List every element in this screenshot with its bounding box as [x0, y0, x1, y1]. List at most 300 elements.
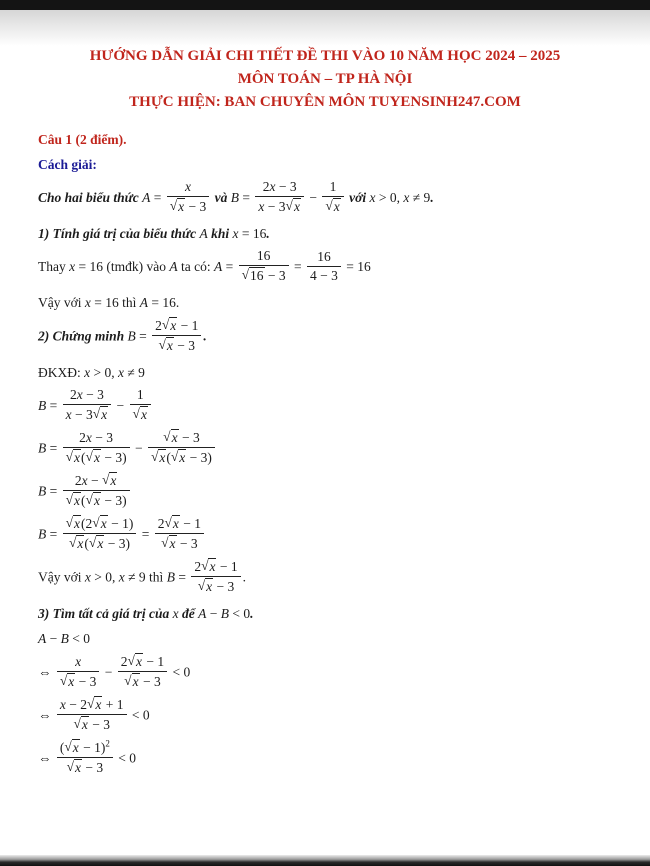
method-label: Cách giải:	[38, 157, 97, 172]
math-variable: x	[209, 559, 216, 574]
square-root	[242, 267, 265, 284]
substitute-line	[38, 250, 622, 286]
math-text: Thay	[38, 259, 70, 275]
math-text: − 3	[176, 536, 198, 551]
math-text: =	[290, 259, 306, 275]
radicand	[166, 337, 174, 354]
bold-italic-text: .	[266, 226, 270, 241]
math-text: 2	[194, 559, 202, 574]
conclusion1-line	[38, 294, 622, 311]
fraction	[118, 653, 167, 690]
math-variable: x	[172, 606, 179, 621]
square-root	[163, 429, 178, 446]
denominator	[307, 267, 341, 284]
square-root	[69, 535, 84, 552]
radical-sign-icon: √	[65, 448, 74, 464]
math-variable: x	[74, 493, 81, 508]
part1-heading	[38, 225, 622, 242]
math-text: − 3)	[100, 493, 127, 508]
math-text: − 3)	[104, 536, 130, 551]
math-variable: x	[84, 365, 91, 380]
bold-italic-text: 3) Tìm tất cả giá trị của	[38, 606, 173, 621]
math-variable: x	[65, 407, 72, 422]
math-variable: x	[185, 179, 192, 194]
radical-sign-icon: √	[285, 198, 293, 213]
math-text: < 0	[114, 750, 137, 766]
numerator	[63, 430, 130, 448]
math-variable: x	[118, 365, 124, 380]
math-text: −	[305, 190, 321, 206]
square-root	[102, 472, 117, 489]
math-variable: x	[81, 717, 88, 732]
square-root	[133, 406, 148, 423]
radical-sign-icon: √	[170, 449, 179, 464]
numerator	[57, 696, 127, 715]
math-variable: B	[230, 190, 240, 206]
math-text: −	[101, 664, 116, 680]
numerator	[57, 654, 100, 672]
math-text: − 3	[213, 579, 235, 594]
denominator	[57, 758, 113, 776]
math-variable: x	[95, 697, 102, 712]
math-variable: x	[110, 473, 117, 488]
math-text: 2	[69, 387, 77, 402]
math-text: −	[87, 473, 102, 488]
bottom-black-bar	[0, 855, 650, 866]
b-step2-line	[38, 431, 622, 468]
math-variable: x	[132, 674, 139, 689]
math-variable: B	[38, 440, 47, 456]
math-variable: B	[60, 631, 69, 646]
math-text: =	[46, 526, 61, 542]
denominator	[167, 197, 210, 215]
radical-sign-icon: √	[87, 696, 95, 711]
math-variable: A	[199, 226, 208, 241]
square-root	[325, 198, 340, 215]
fraction	[57, 739, 113, 776]
radical-sign-icon: √	[201, 558, 209, 573]
radicand	[96, 535, 104, 552]
fraction	[307, 249, 341, 284]
math-text: > 0,	[375, 190, 404, 206]
math-variable: x	[93, 449, 100, 465]
math-variable: x	[81, 473, 88, 488]
math-variable: B	[38, 526, 47, 542]
radicand	[74, 759, 82, 776]
math-variable: x	[269, 179, 276, 194]
numerator	[63, 515, 137, 534]
math-variable: x	[84, 295, 91, 310]
radical-sign-icon: √	[92, 406, 101, 421]
radical-sign-icon: √	[65, 492, 74, 507]
numerator	[57, 739, 113, 758]
statement-line	[38, 181, 622, 217]
math-variable: x	[179, 450, 186, 465]
radicand	[293, 198, 301, 215]
math-text: < 0	[169, 664, 191, 680]
math-text: − 1)	[79, 740, 106, 755]
denominator	[255, 197, 304, 215]
math-text: ≠ 9 thì	[124, 569, 167, 585]
radical-sign-icon: √	[163, 429, 171, 444]
math-text: − 1	[142, 654, 165, 669]
square-root	[128, 653, 143, 670]
math-variable: x	[77, 536, 84, 551]
header-title-line1: HƯỚNG DẪN GIẢI CHI TIẾT ĐỀ THI VÀO 10 NĂM HỌC 2024 – 2025	[89, 48, 561, 64]
square-root	[162, 317, 177, 334]
bold-italic-text: 2) Chứng minh	[38, 328, 128, 344]
fraction	[167, 179, 210, 215]
math-variable: A	[142, 190, 151, 206]
math-text: =	[222, 259, 237, 275]
math-text: − 3	[91, 429, 114, 445]
math-variable: x	[68, 673, 75, 689]
square-root	[170, 198, 185, 215]
math-text: =	[174, 569, 190, 585]
radical-sign-icon: √	[161, 535, 169, 550]
math-text: 16	[256, 248, 271, 263]
square-root	[64, 739, 79, 756]
radical-sign-icon: √	[85, 448, 93, 464]
fraction	[57, 654, 100, 690]
fraction	[130, 387, 151, 423]
math-text: ĐKXĐ:	[38, 365, 85, 380]
math-text: − 3	[71, 407, 93, 422]
math-text: > 0,	[90, 569, 119, 585]
radicand	[109, 472, 117, 489]
math-text: Vậy với	[38, 569, 85, 585]
radical-sign-icon: √	[88, 535, 97, 550]
conclusion2-line	[38, 560, 622, 597]
bold-italic-text: khi	[207, 226, 233, 241]
square-root	[86, 492, 101, 509]
math-variable: x	[369, 190, 376, 206]
bold-italic-text: để	[178, 606, 199, 621]
radicand	[169, 317, 177, 334]
square-root	[201, 558, 216, 575]
math-text: − 1	[177, 318, 199, 333]
equiv1-line	[38, 655, 622, 692]
math-variable: x	[85, 429, 92, 445]
radicand	[171, 429, 179, 446]
denominator	[63, 491, 130, 509]
math-text: − 3)	[186, 450, 212, 465]
math-variable: x	[166, 338, 173, 353]
math-text: =	[46, 398, 61, 414]
math-variable: x	[258, 199, 265, 214]
math-text: (2	[81, 516, 93, 531]
radicand	[135, 653, 143, 670]
numerator	[152, 317, 201, 336]
numerator	[118, 653, 167, 672]
math-text: = 16 (tmđk) vào	[75, 259, 170, 275]
math-text: − 3	[275, 179, 297, 194]
bold-italic-text: 1) Tính giá trị của biểu thức	[38, 226, 200, 241]
math-variable: A	[213, 259, 223, 275]
radical-sign-icon: √	[164, 515, 172, 530]
denominator	[148, 448, 215, 466]
square-root	[86, 449, 101, 466]
math-text: = 16 thì	[90, 295, 140, 310]
square-root	[198, 578, 213, 595]
math-variable: x	[76, 387, 83, 402]
square-root	[89, 535, 104, 552]
math-variable: x	[140, 407, 147, 422]
numerator	[255, 179, 304, 197]
radical-sign-icon: √	[92, 515, 100, 530]
bold-italic-text: với	[345, 190, 370, 206]
square-root	[60, 673, 75, 690]
math-text: −	[113, 398, 128, 414]
question-label: Câu 1 (2 điểm).	[38, 132, 127, 147]
square-root	[124, 673, 139, 690]
math-text: − 3	[82, 760, 104, 775]
bold-italic-text: .	[203, 328, 207, 344]
radical-sign-icon: √	[150, 449, 159, 464]
math-variable: x	[171, 430, 178, 445]
math-text: − 1)	[107, 516, 134, 531]
math-text: (	[59, 740, 65, 755]
math-text: 1	[136, 387, 144, 402]
math-text: ⇔	[38, 750, 55, 766]
math-text: − 3	[75, 673, 97, 689]
fraction	[63, 387, 112, 423]
radicand	[94, 696, 102, 713]
radicand	[249, 267, 265, 284]
fraction	[63, 515, 137, 552]
math-text: (	[81, 493, 86, 508]
square-root	[159, 337, 174, 354]
math-variable: B	[38, 398, 47, 414]
math-text: 2	[120, 654, 128, 669]
part3-heading	[38, 605, 622, 622]
radical-sign-icon: √	[73, 716, 81, 731]
math-variable: x	[333, 199, 340, 214]
fraction	[322, 179, 343, 215]
b-step3-line	[38, 474, 622, 511]
math-text: − 1	[216, 559, 238, 574]
math-text: − 3	[178, 430, 200, 445]
denominator	[57, 672, 100, 690]
denominator	[118, 672, 167, 690]
radicand	[172, 515, 180, 532]
math-variable: A	[198, 606, 207, 621]
radical-sign-icon: √	[127, 653, 135, 668]
math-text: 1	[329, 179, 337, 194]
radical-sign-icon: √	[64, 739, 72, 754]
fraction	[152, 317, 201, 354]
radicand	[76, 535, 84, 552]
numerator	[239, 248, 289, 266]
radicand	[208, 558, 216, 575]
math-text: ≠ 9	[409, 190, 431, 206]
math-text: (	[84, 536, 89, 551]
math-variable: x	[69, 259, 76, 275]
denominator	[152, 336, 201, 354]
fraction	[255, 179, 304, 215]
square-root	[161, 535, 176, 552]
math-variable: x	[206, 579, 213, 594]
math-text: =	[135, 328, 151, 344]
math-text: =	[46, 483, 61, 499]
fraction	[148, 429, 215, 466]
math-text: < 0	[128, 707, 150, 723]
math-variable: B	[220, 606, 229, 621]
math-text: Vậy với	[38, 295, 85, 310]
radicand	[333, 198, 341, 215]
radical-sign-icon: √	[65, 515, 74, 530]
denominator	[130, 405, 151, 423]
document-header	[0, 20, 650, 111]
math-text: (	[166, 450, 171, 465]
math-variable: x	[75, 760, 82, 775]
math-variable: x	[170, 318, 177, 333]
math-text: − 3	[82, 387, 104, 402]
square-root	[286, 198, 301, 215]
square-root	[66, 515, 81, 532]
header-title-line2: MÔN TOÁN – TP HÀ NỘI	[237, 71, 413, 87]
math-text: ⇔	[38, 664, 55, 680]
math-variable: A	[139, 295, 149, 310]
fraction	[63, 472, 130, 509]
math-text: 16	[317, 248, 331, 264]
numerator	[130, 387, 151, 405]
radicand	[140, 406, 148, 423]
math-text: −	[206, 606, 221, 621]
square-root	[93, 406, 108, 423]
square-root	[164, 515, 179, 532]
denominator	[63, 534, 137, 552]
math-text: =	[138, 526, 153, 542]
solution-body	[0, 117, 650, 778]
numerator	[307, 249, 341, 267]
numerator	[322, 179, 343, 197]
math-text: > 0,	[90, 365, 118, 380]
math-variable: x	[74, 449, 81, 465]
math-text: − 3	[88, 717, 110, 732]
math-text: (	[81, 449, 86, 465]
denominator	[239, 266, 289, 284]
radicand	[132, 673, 140, 690]
math-variable: x	[75, 653, 82, 669]
radical-sign-icon: √	[241, 267, 250, 282]
radicand	[100, 515, 108, 532]
denominator	[155, 534, 204, 552]
denominator	[322, 197, 343, 215]
fraction	[155, 515, 204, 552]
math-variable: x	[101, 407, 108, 422]
square-root	[87, 696, 102, 713]
solution-content	[38, 181, 622, 778]
radical-sign-icon: √	[197, 578, 206, 593]
equiv3-line	[38, 738, 622, 778]
math-variable: x	[74, 516, 81, 531]
math-variable: x	[169, 536, 176, 551]
fraction	[63, 430, 130, 466]
radical-sign-icon: √	[161, 317, 170, 332]
top-black-bar	[0, 0, 650, 10]
math-variable: x	[293, 199, 300, 214]
math-variable: x	[118, 569, 125, 585]
math-variable: x	[97, 536, 104, 551]
numerator	[167, 179, 210, 197]
math-variable: x	[403, 190, 410, 206]
math-variable: x	[59, 697, 66, 712]
equiv2-line	[38, 698, 622, 735]
math-variable: B	[38, 483, 47, 499]
math-text: 16	[250, 268, 264, 283]
denominator	[57, 715, 127, 733]
math-text: −	[131, 440, 146, 456]
math-text: = 16	[238, 226, 267, 241]
math-variable: A	[169, 259, 178, 275]
math-text: ⇔	[38, 707, 55, 723]
bold-italic-text: .	[250, 606, 254, 621]
radical-sign-icon: √	[124, 673, 132, 688]
header-title-line3: THỰC HIỆN: BAN CHUYÊN MÔN TUYENSINH247.COM	[129, 94, 521, 110]
square-root	[92, 515, 107, 532]
radicand	[169, 535, 177, 552]
math-text: =	[239, 190, 254, 206]
math-text: ≠ 9	[124, 365, 145, 380]
square-root	[66, 449, 81, 466]
denominator	[63, 405, 112, 423]
math-text: − 3	[264, 199, 286, 214]
radical-sign-icon: √	[66, 759, 75, 774]
math-text: 2	[79, 429, 86, 445]
numerator	[148, 429, 215, 448]
bold-italic-text: Cho hai biểu thức	[38, 190, 143, 206]
math-text: − 3)	[100, 449, 127, 465]
math-text: 2	[262, 179, 270, 194]
math-text: − 3	[173, 338, 196, 353]
numerator	[155, 515, 204, 534]
radical-sign-icon: √	[85, 492, 93, 507]
bold-italic-text: .	[430, 190, 434, 206]
radical-sign-icon: √	[59, 672, 68, 688]
math-text: 2	[74, 473, 82, 488]
math-variable: x	[72, 740, 79, 755]
square-root	[67, 759, 82, 776]
math-text: < 0	[68, 631, 90, 646]
math-variable: x	[93, 493, 100, 508]
math-text: −	[46, 631, 61, 646]
square-root	[151, 449, 166, 466]
part2-heading	[38, 319, 622, 356]
bold-italic-text: và	[211, 190, 231, 206]
fraction	[191, 558, 240, 595]
math-variable: x	[172, 516, 179, 531]
radical-sign-icon: √	[101, 472, 110, 487]
ab-inequality-line	[38, 630, 622, 647]
math-text: 4 − 3	[310, 267, 338, 283]
math-variable: x	[84, 569, 91, 585]
math-text: =	[46, 440, 61, 456]
radicand	[72, 739, 80, 756]
math-text: = 16.	[148, 295, 180, 310]
math-text: − 3	[264, 268, 286, 283]
numerator	[63, 472, 130, 491]
math-text: − 3	[185, 199, 207, 214]
radicand	[81, 716, 89, 733]
math-text: − 1	[179, 516, 201, 531]
radical-sign-icon: √	[325, 198, 333, 213]
math-text: =	[150, 190, 165, 206]
math-variable: x	[135, 654, 142, 669]
fraction	[239, 248, 289, 284]
math-variable: x	[159, 450, 166, 465]
math-variable: x	[100, 516, 107, 531]
